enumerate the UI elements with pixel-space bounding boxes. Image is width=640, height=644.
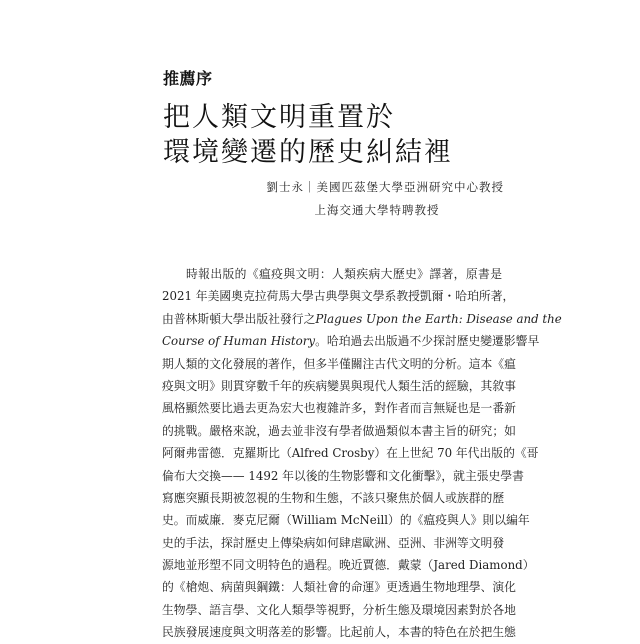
body-line	[162, 599, 516, 621]
body-line	[162, 509, 530, 531]
body-text-segment: 生物學、語言學、文化人類學等視野，分析生態及環境因素對於各地	[162, 602, 516, 617]
body-line	[162, 576, 516, 598]
body-text-segment: 時報出版的《瘟疫與文明：人類疾病大歷史》譯著，原書是	[186, 267, 502, 281]
body-line	[162, 375, 516, 397]
body-text-segment: 民族發展速度與文明落差的影響。比起前人，本書的特色在於把生態	[162, 625, 516, 640]
body-line	[162, 442, 539, 464]
author-affiliation-2: 上海交通大學特聘教授	[314, 203, 440, 217]
book-title-italic: Course of Human History	[162, 334, 316, 349]
body-text-segment: 。哈珀過去出版過不少探討歷史變遷影響早	[315, 334, 540, 349]
body-line	[162, 465, 524, 487]
body-line	[162, 330, 540, 352]
chapter-title-line-1: 把人類文明重置於	[163, 102, 395, 133]
chapter-title	[163, 100, 453, 170]
body-line	[162, 285, 515, 307]
body-text-segment: 期人類的文化發展的著作，但多半僅關注古代文明的分析。這本《瘟	[162, 356, 516, 371]
body-line	[162, 308, 562, 330]
body-text-segment: 源地並形塑不同文明特色的過程。晚近賈德．戴蒙（Jared Diamond）	[162, 558, 535, 573]
body-line	[162, 532, 505, 554]
body-text	[162, 263, 562, 644]
body-line	[162, 353, 516, 375]
body-text-segment: 的《槍炮、病菌與鋼鐵：人類社會的命運》更透過生物地理學、演化	[162, 580, 516, 595]
body-line	[162, 554, 535, 576]
body-text-segment: 的挑戰。嚴格來說，過去並非沒有學者做過類似本書主旨的研究；如	[162, 423, 516, 438]
body-line	[162, 487, 505, 509]
body-line	[162, 420, 516, 442]
body-text-segment: 2021 年美國奧克拉荷馬大學古典學與文學系教授凱爾・哈珀所著，	[162, 289, 515, 304]
author-affiliation-1: 劉士永｜美國匹茲堡大學亞洲研究中心教授	[266, 180, 504, 194]
body-text-segment: 疫與文明》則貫穿數千年的疾病變異與現代人類生活的經驗，其敘事	[162, 378, 516, 393]
body-text-segment: 阿爾弗雷德．克羅斯比（Alfred Crosby）在上世紀 70 年代出版的《哥	[162, 446, 539, 461]
body-text-segment: 史的手法，探討歷史上傳染病如何肆虐歐洲、亞洲、非洲等文明發	[162, 535, 505, 550]
author-credit	[267, 176, 505, 222]
section-label: 推薦序	[163, 69, 213, 88]
body-line	[162, 397, 516, 419]
book-title-italic: Plagues Upon the Earth: Disease and the	[315, 311, 562, 326]
body-text-segment: 由普林斯頓大學出版社發行之	[162, 311, 316, 326]
body-line	[162, 263, 502, 285]
body-text-segment: 倫布大交換—— 1492 年以後的生物影響和文化衝擊》，就主張史學書	[162, 468, 524, 483]
body-line	[162, 621, 516, 643]
chapter-title-line-2: 環境變遷的歷史糾結裡	[163, 137, 453, 168]
body-text-segment: 史。而威廉．麥克尼爾（William McNeill）的《瘟疫與人》則以編年	[162, 513, 530, 528]
body-text-segment: 風格顯然要比過去更為宏大也複雜許多，對作者而言無疑也是一番新	[162, 401, 516, 416]
body-text-segment: 寫應突顯長期被忽視的生物和生態，不該只聚焦於個人或族群的歷	[162, 490, 505, 505]
